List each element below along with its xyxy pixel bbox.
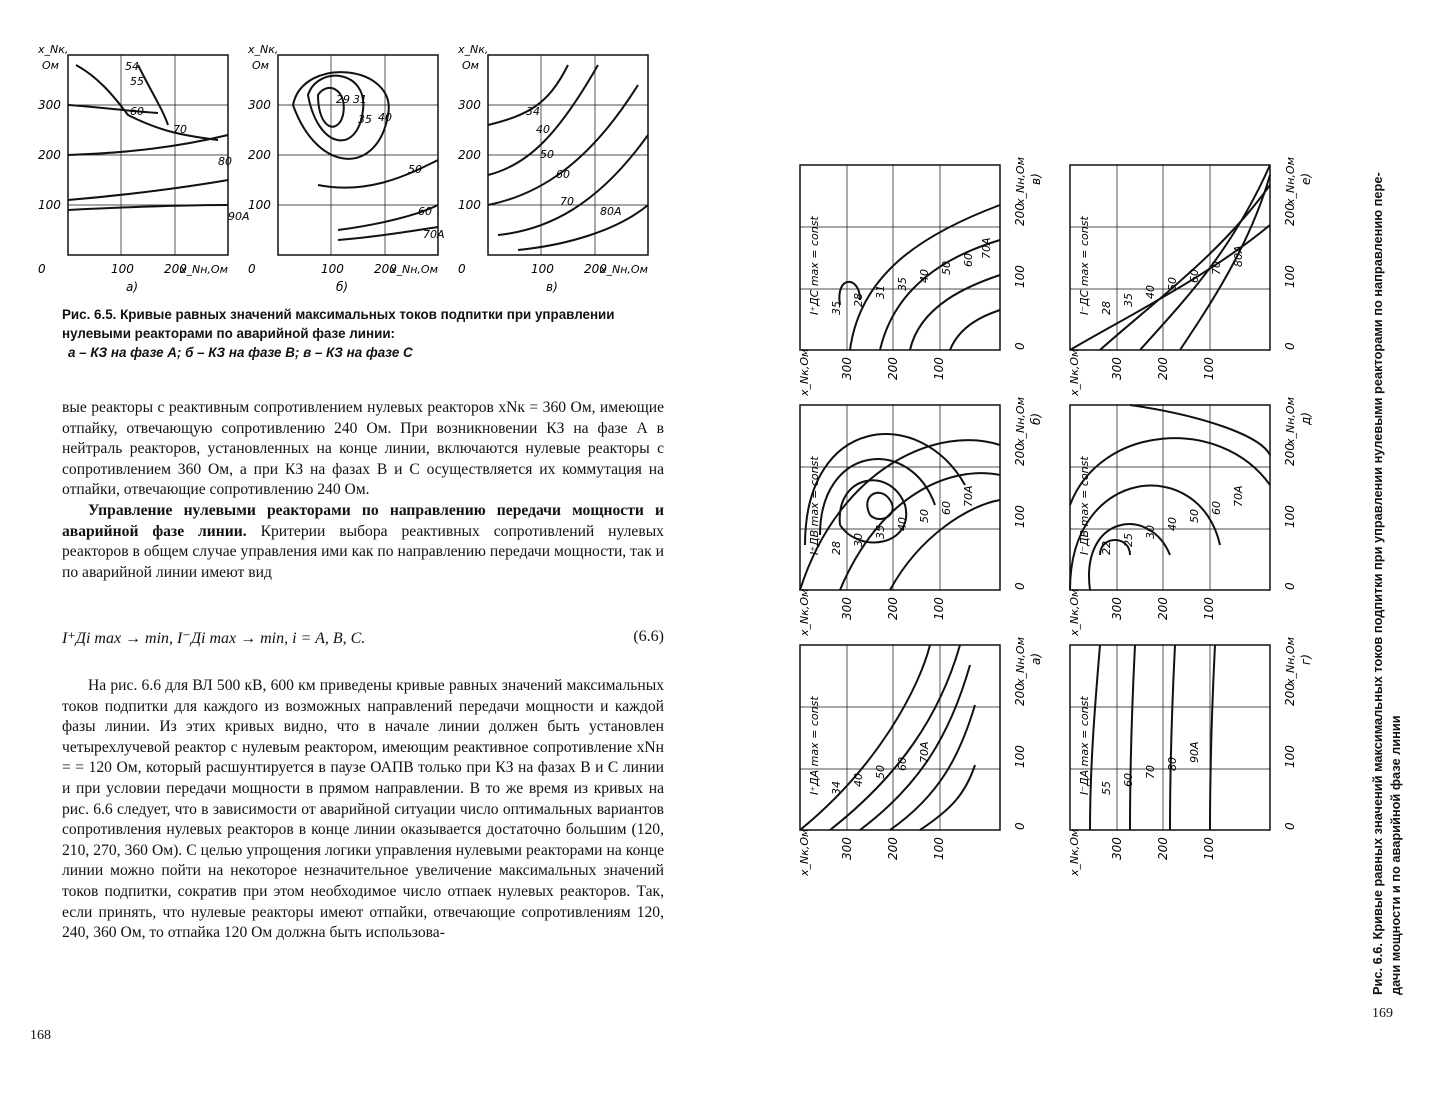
curve-label: 60 bbox=[1210, 501, 1223, 515]
x-tick-label: 200 bbox=[584, 262, 607, 276]
y-tick-label: 200 bbox=[1156, 597, 1170, 620]
y-tick-label: 100 bbox=[1202, 837, 1216, 860]
left-page bbox=[0, 0, 720, 1112]
paragraph-2-text: Критерии выбора реактивных сопротивлений нулевых реакторов в общем случае управления ими как по направлению передачи мощности, так и по аварийной линии имеют вид bbox=[62, 522, 664, 581]
x-tick-label: 0 bbox=[1283, 582, 1297, 590]
figure-6-6 bbox=[790, 155, 1330, 890]
curve-label: 55 bbox=[130, 75, 144, 88]
y-tick-label: 300 bbox=[840, 357, 854, 380]
y-tick-label: 200 bbox=[38, 148, 61, 162]
y-tick-label: 100 bbox=[932, 837, 946, 860]
x-tick-label: 100 bbox=[1013, 745, 1027, 768]
curve-label: 55 bbox=[1100, 781, 1113, 795]
x-axis-label: x_Nн,Ом bbox=[390, 263, 438, 276]
curve-label: 80А bbox=[1232, 245, 1245, 267]
contour-curve bbox=[518, 205, 648, 250]
curve-label: 70А bbox=[962, 485, 975, 507]
contour-curve bbox=[488, 85, 638, 205]
curve-label: 90А bbox=[228, 210, 250, 223]
x-tick-label: 200 bbox=[1283, 443, 1297, 466]
curve-label: 35 bbox=[1122, 293, 1135, 307]
x-tick-label: 0 bbox=[1013, 582, 1027, 590]
curve-label: 90А bbox=[1188, 741, 1201, 763]
curve-label: 30 bbox=[1144, 525, 1157, 539]
x-axis-label: x_Nн,Ом bbox=[1014, 397, 1027, 445]
formula-number: (6.6) bbox=[633, 628, 664, 645]
curve-label: 60 bbox=[1122, 773, 1135, 787]
curve-label: 35 bbox=[830, 301, 843, 315]
y-tick-label: 300 bbox=[458, 98, 481, 112]
contour-curve bbox=[860, 665, 970, 830]
x-tick-label: 100 bbox=[1013, 505, 1027, 528]
curve-label: 35 bbox=[896, 277, 909, 291]
y-tick-label: 300 bbox=[1110, 357, 1124, 380]
curve-label: 40 bbox=[852, 773, 865, 787]
curve-label: 80А bbox=[600, 205, 622, 218]
x-tick-label: 0 bbox=[1283, 342, 1297, 350]
y-axis-unit: Ом bbox=[462, 59, 479, 72]
panel-sublabel: в) bbox=[1029, 173, 1043, 185]
curve-label: 60 bbox=[1188, 269, 1201, 283]
y-tick-label: 200 bbox=[1156, 357, 1170, 380]
y-tick-label: 200 bbox=[886, 837, 900, 860]
curve-label: 60 bbox=[896, 757, 909, 771]
curve-label: 40 bbox=[1144, 285, 1157, 299]
curve-label: 31 bbox=[874, 285, 887, 299]
contour-curve bbox=[1090, 645, 1100, 830]
x-axis-label: x_Nн,Ом bbox=[1284, 397, 1297, 445]
panel-sublabel: г) bbox=[1299, 654, 1313, 665]
curve-label: 70А bbox=[1232, 485, 1245, 507]
contour-curve bbox=[1170, 645, 1175, 830]
y-axis-label: x_Nк,Ом bbox=[798, 348, 811, 396]
curve-label: 34 bbox=[830, 781, 843, 795]
fig66-panel-5 bbox=[1068, 397, 1313, 637]
curve-label: 70 bbox=[173, 123, 187, 136]
y-tick-label: 300 bbox=[1110, 837, 1124, 860]
fig66-panel-3 bbox=[798, 157, 1043, 397]
curve-label: 60 bbox=[962, 253, 975, 267]
contour-curve bbox=[1210, 645, 1215, 830]
contour-curve bbox=[800, 440, 1000, 590]
x-tick-label: 100 bbox=[1283, 505, 1297, 528]
x-tick-label: 200 bbox=[1013, 203, 1027, 226]
contour-curve bbox=[950, 310, 1000, 350]
curve-label: 34 bbox=[526, 105, 540, 118]
contour-curve bbox=[308, 76, 363, 141]
y-tick-label: 300 bbox=[38, 98, 61, 112]
panel-sublabel: д) bbox=[1299, 412, 1313, 425]
x-tick-label: 0 bbox=[1283, 822, 1297, 830]
y-tick-label: 100 bbox=[38, 198, 61, 212]
y-tick-label: 100 bbox=[248, 198, 271, 212]
curve-label: 35 bbox=[874, 525, 887, 539]
contour-curve bbox=[293, 72, 389, 159]
curve-label: 60 bbox=[556, 168, 570, 181]
curve-label: 60 bbox=[130, 105, 144, 118]
fig65-panel-1 bbox=[37, 45, 250, 294]
curve-label: 70А bbox=[980, 237, 993, 259]
panel-sublabel: в) bbox=[546, 280, 558, 294]
y-axis-label: x_Nк,Ом bbox=[1068, 348, 1081, 396]
x-tick-label: 100 bbox=[531, 262, 554, 276]
curve-label: 70 bbox=[1210, 261, 1223, 275]
curve-label: 70А bbox=[423, 228, 445, 241]
curve-label: 50 bbox=[940, 261, 953, 275]
y-tick-label: 100 bbox=[1202, 597, 1216, 620]
contour-curve bbox=[840, 473, 1000, 590]
x-tick-label: 0 bbox=[248, 262, 256, 276]
constant-label: I⁺ДB max = const bbox=[808, 456, 821, 555]
contour-curve bbox=[68, 105, 158, 113]
x-tick-label: 100 bbox=[111, 262, 134, 276]
x-tick-label: 0 bbox=[1013, 342, 1027, 350]
contour-curve bbox=[68, 205, 228, 210]
fig66-panel-6 bbox=[1068, 157, 1313, 397]
panel-sublabel: е) bbox=[1299, 172, 1313, 185]
y-tick-label: 200 bbox=[886, 597, 900, 620]
x-tick-label: 100 bbox=[321, 262, 344, 276]
figure-6-5-caption bbox=[62, 305, 615, 362]
curve-label: 22 bbox=[1100, 541, 1113, 555]
y-tick-label: 300 bbox=[840, 837, 854, 860]
y-axis-label: x_Nк,Ом bbox=[1068, 828, 1081, 876]
curve-label: 40 bbox=[918, 269, 931, 283]
constant-label: I⁺ДC max = const bbox=[808, 216, 821, 315]
y-tick-label: 300 bbox=[1110, 597, 1124, 620]
y-tick-label: 300 bbox=[840, 597, 854, 620]
curve-label: 70 bbox=[560, 195, 574, 208]
constant-label: I⁻ДB max = const bbox=[1078, 456, 1091, 555]
y-tick-label: 100 bbox=[458, 198, 481, 212]
x-tick-label: 0 bbox=[38, 262, 46, 276]
paragraph-2 bbox=[62, 501, 664, 583]
y-axis-label: x_Nк,Ом bbox=[1068, 588, 1081, 636]
caption-6-6-line-2: дачи мощности и по аварийной фазе линии bbox=[1388, 715, 1403, 995]
curve-label: 60 bbox=[418, 205, 432, 218]
curve-label: 50 bbox=[1188, 509, 1201, 523]
curve-label: 40 bbox=[378, 111, 392, 124]
x-tick-label: 0 bbox=[1013, 822, 1027, 830]
x-tick-label: 100 bbox=[1283, 265, 1297, 288]
contour-curve bbox=[1130, 645, 1135, 830]
x-tick-label: 200 bbox=[1283, 203, 1297, 226]
panel-sublabel: б) bbox=[336, 280, 349, 294]
x-axis-label: x_Nн,Ом bbox=[1284, 637, 1297, 685]
y-axis-label: x_Nк, bbox=[248, 45, 279, 56]
y-tick-label: 200 bbox=[458, 148, 481, 162]
y-tick-label: 100 bbox=[932, 357, 946, 380]
x-tick-label: 200 bbox=[1013, 443, 1027, 466]
y-tick-label: 300 bbox=[248, 98, 271, 112]
x-axis-label: x_Nн,Ом bbox=[1014, 637, 1027, 685]
curve-label: 28 bbox=[1100, 301, 1113, 315]
y-tick-label: 100 bbox=[932, 597, 946, 620]
x-axis-label: x_Nн,Ом bbox=[600, 263, 648, 276]
body-text-upper bbox=[62, 398, 664, 583]
curve-label: 40 bbox=[536, 123, 550, 136]
y-axis-label: x_Nк,Ом bbox=[798, 828, 811, 876]
curve-label: 70А bbox=[918, 741, 931, 763]
curve-label: 35 bbox=[358, 113, 372, 126]
x-tick-label: 0 bbox=[458, 262, 466, 276]
formula-text: I⁺Дi max → min, I⁻Дi max → min, i = A, B, C. bbox=[62, 630, 366, 647]
x-tick-label: 200 bbox=[1013, 683, 1027, 706]
y-tick-label: 200 bbox=[886, 357, 900, 380]
y-axis-label: x_Nк, bbox=[458, 45, 489, 56]
page-number-left: 168 bbox=[30, 1028, 51, 1043]
contour-curve bbox=[1130, 405, 1270, 455]
curve-label: 50 bbox=[1166, 277, 1179, 291]
constant-label: I⁺ДA max = const bbox=[808, 696, 821, 795]
y-tick-label: 200 bbox=[1156, 837, 1170, 860]
panel-sublabel: а) bbox=[1029, 652, 1043, 665]
fig66-panel-1 bbox=[798, 637, 1043, 877]
curve-label: 50 bbox=[918, 509, 931, 523]
x-tick-label: 200 bbox=[374, 262, 397, 276]
curve-label: 80 bbox=[218, 155, 232, 168]
curve-label: 29 bbox=[336, 93, 350, 106]
y-axis-label: x_Nк, bbox=[38, 45, 69, 56]
panel-sublabel: а) bbox=[126, 280, 139, 294]
caption-line-1: Рис. 6.5. Кривые равных значений максимальных токов подпитки при управлении bbox=[62, 307, 615, 322]
fig66-panel-4 bbox=[1068, 637, 1313, 877]
caption-line-2: нулевыми реакторами по аварийной фазе линии: bbox=[62, 326, 396, 341]
curve-label: 80 bbox=[1166, 757, 1179, 771]
curve-label: 60 bbox=[940, 501, 953, 515]
panel-sublabel: б) bbox=[1029, 412, 1043, 425]
y-tick-label: 100 bbox=[1202, 357, 1216, 380]
constant-label: I⁻ДA max = const bbox=[1078, 696, 1091, 795]
contour-curve bbox=[76, 65, 218, 140]
x-axis-label: x_Nн,Ом bbox=[1284, 157, 1297, 205]
curve-label: 50 bbox=[874, 765, 887, 779]
curve-label: 25 bbox=[1122, 533, 1135, 547]
curve-label: 28 bbox=[852, 293, 865, 307]
figure-6-6-caption bbox=[1370, 20, 1403, 1010]
fig65-panel-2 bbox=[247, 45, 445, 294]
paragraph-2-heading: Управление нулевыми реакторами по направлению передачи мощности и аварийной фазе линии. bbox=[62, 501, 664, 540]
x-tick-label: 200 bbox=[1283, 683, 1297, 706]
x-tick-label: 200 bbox=[164, 262, 187, 276]
figure-6-5 bbox=[30, 45, 670, 295]
paragraph-3: На рис. 6.6 для ВЛ 500 кВ, 600 км приведены кривые равных значений максимальных токов подпитки для каждого из возможных направлений передачи мощности и каждой фазы линии. Из этих кривых видно, что в начале линии должен быть установлен четырехлучевой реактор с нулевым реактором, имеющим реактивное сопротивление xNн = = 120 Ом, который расшунтируется в паузе ОАПВ только при КЗ на фазах В и С линии и при условии передачи мощности в прямом направлении. В то же время из кривых на рис. 6.6 следует, что в зависимости от аварийной ситуации число оптимальных вариантов сопротивления нулевых реакторов в конце линии оказывается достаточно большим (120, 210, 270, 360 Ом). С целью упрощения логики управления нулевыми реакторами на конце линии можно пойти на некоторое незначительное увеличение максимальных значений токов подпитки, сократив при этом необходимое число отпаек нулевых реакторов. Так, если принять, что нулевые реакторы имеют отпайки, отвечающие сопротивлениям 120, 240, 360 Ом, то отпайка 120 Ом должна быть использова- bbox=[62, 677, 664, 942]
curve-label: 31 bbox=[353, 93, 367, 106]
y-tick-label: 200 bbox=[248, 148, 271, 162]
curve-label: 40 bbox=[1166, 517, 1179, 531]
curve-label: 28 bbox=[830, 541, 843, 555]
contour-curve bbox=[68, 180, 228, 200]
fig65-panel-3 bbox=[457, 45, 648, 294]
caption-line-3: а – КЗ на фазе А; б – КЗ на фазе В; в – КЗ на фазе С bbox=[68, 345, 413, 360]
curve-label: 50 bbox=[540, 148, 554, 161]
x-tick-label: 100 bbox=[1013, 265, 1027, 288]
curve-label: 40 bbox=[896, 517, 909, 531]
formula-6-6 bbox=[62, 628, 664, 648]
x-axis-label: x_Nн,Ом bbox=[1014, 157, 1027, 205]
curve-label: 30 bbox=[852, 533, 865, 547]
curve-label: 70 bbox=[1144, 765, 1157, 779]
caption-6-6-line-1: Рис. 6.6. Кривые равных значений максимальных токов подпитки при управлении нулевыми реакторами по направлению пере- bbox=[1370, 172, 1385, 995]
page-number-right: 169 bbox=[1372, 1006, 1393, 1021]
y-axis-unit: Ом bbox=[42, 59, 59, 72]
constant-label: I⁻ДC max = const bbox=[1078, 216, 1091, 315]
fig66-panel-2 bbox=[798, 397, 1043, 637]
body-text-lower bbox=[62, 676, 664, 944]
curve-label: 54 bbox=[125, 60, 139, 73]
x-tick-label: 100 bbox=[1283, 745, 1297, 768]
curve-label: 50 bbox=[408, 163, 422, 176]
x-axis-label: x_Nн,Ом bbox=[180, 263, 228, 276]
y-axis-unit: Ом bbox=[252, 59, 269, 72]
paragraph-1: вые реакторы с реактивным сопротивлением нулевых реакторов xNк = 360 Ом, имеющие отпайку, отвечающую сопротивлению 240 Ом. При возникновении КЗ на фазе А в нейтраль реакторов, установленных на конце линии, включаются нулевые реакторы с сопротивлением 360 Ом, а при КЗ на фазах В и С осуществляется их коммутация на отпайки, отвечающие сопротивлению 240 Ом. bbox=[62, 399, 664, 499]
y-axis-label: x_Nк,Ом bbox=[798, 588, 811, 636]
